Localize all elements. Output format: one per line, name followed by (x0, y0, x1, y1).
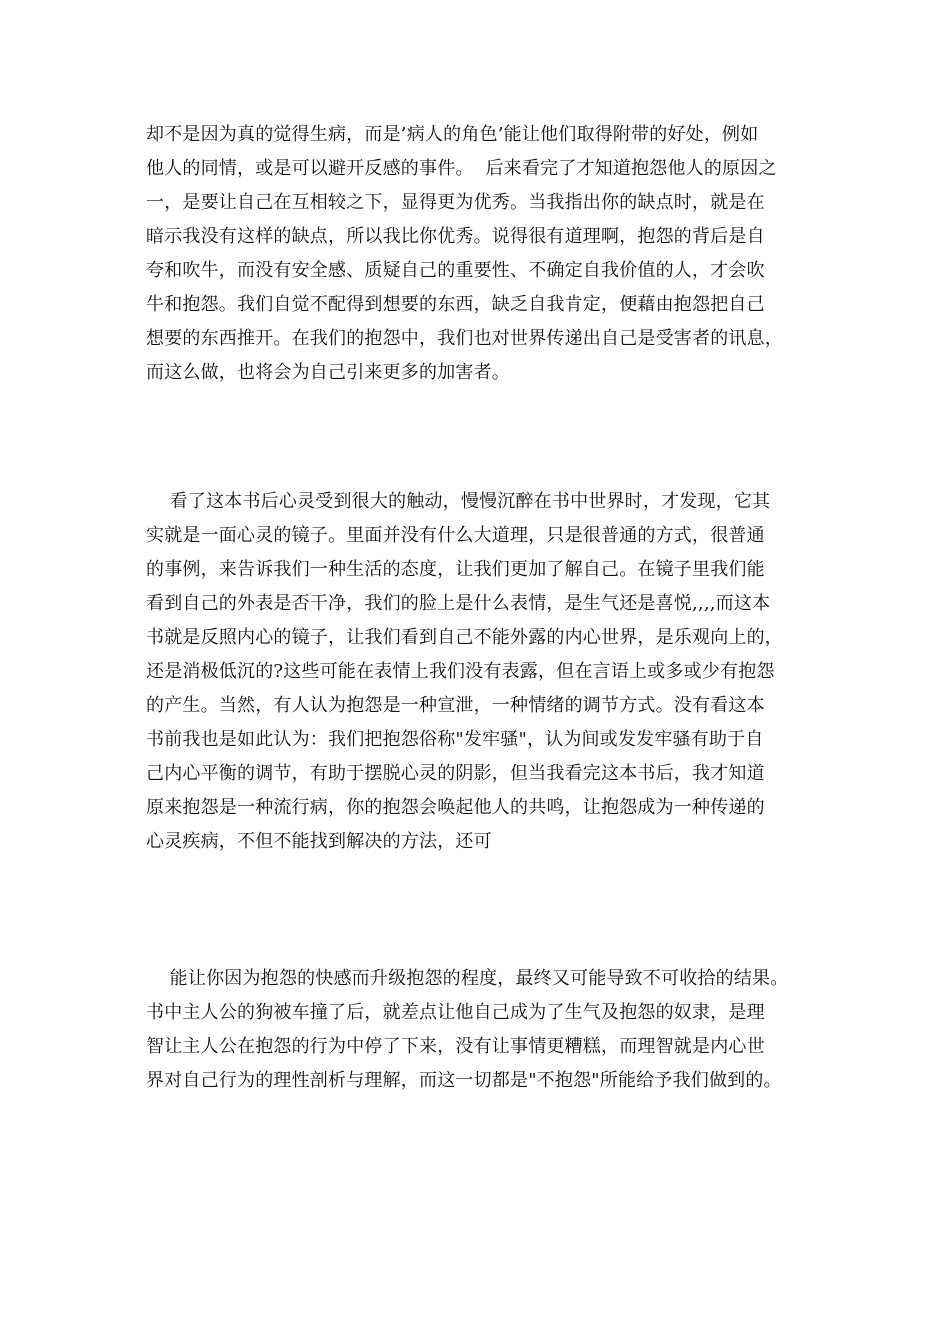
text-line: 想要的东西推开。在我们的抱怨中，我们也对世界传递出自己是受害者的讯息， (146, 328, 783, 349)
text-line: 看了这本书后心灵受到很大的触动，慢慢沉醉在书中世界时，才发现，它其 (146, 491, 771, 512)
paragraph-2 (146, 485, 783, 859)
text-line: 而这么做，也将会为自己引来更多的加害者。 (146, 362, 510, 383)
text-line: 牛和抱怨。我们自觉不配得到想要的东西，缺乏自我肯定，便藉由抱怨把自己 (146, 294, 765, 315)
text-line: 书前我也是如此认为：我们把抱怨俗称"发牢骚"，认为间或发发牢骚有助于自 (146, 729, 764, 750)
text-line: 己内心平衡的调节，有助于摆脱心灵的阴影，但当我看完这本书后，我才知道 (146, 763, 765, 784)
text-line: 智让主人公在抱怨的行为中停了下来，没有让事情更糟糕，而理智就是内心世 (146, 1036, 765, 1057)
text-line: 原来抱怨是一种流行病，你的抱怨会唤起他人的共鸣，让抱怨成为一种传递的 (146, 797, 765, 818)
text-line: 还是消极低沉的?这些可能在表情上我们没有表露，但在言语上或多或少有抱怨 (146, 661, 775, 682)
text-line: 暗示我没有这样的缺点，所以我比你优秀。说得很有道理啊，抱怨的背后是自 (146, 226, 765, 247)
paragraph-3 (146, 962, 788, 1098)
text-line: 界对自己行为的理性剖析与理解，而这一切都是"不抱怨"所能给予我们做到的。 (146, 1070, 782, 1091)
text-line: 实就是一面心灵的镜子。里面并没有什么大道理，只是很普通的方式，很普通 (146, 525, 765, 546)
text-line: 一，是要让自己在互相较之下，显得更为优秀。当我指出你的缺点时，就是在 (146, 192, 765, 213)
text-line: 的产生。当然，有人认为抱怨是一种宣泄，一种情绪的调节方式。没有看这本 (146, 695, 765, 716)
text-line: 他人的同情，或是可以避开反感的事件。 后来看完了才知道抱怨他人的原因之 (146, 158, 777, 179)
text-line: 书中主人公的狗被车撞了后，就差点让他自己成为了生气及抱怨的奴隶，是理 (146, 1002, 765, 1023)
text-line: 夸和吹牛，而没有安全感、质疑自己的重要性、不确定自我价值的人，才会吹 (146, 260, 765, 281)
text-line: 的事例，来告诉我们一种生活的态度，让我们更加了解自己。在镜子里我们能 (146, 559, 765, 580)
text-line: 看到自己的外表是否干净，我们的脸上是什么表情，是生气还是喜悦,,,,而这本 (146, 593, 771, 614)
text-line: 能让你因为抱怨的快感而升级抱怨的程度，最终又可能导致不可收拾的结果。 (146, 968, 789, 989)
text-line: 却不是因为真的觉得生病，而是’病人的角色’能让他们取得附带的好处，例如 (146, 124, 759, 145)
text-line: 书就是反照内心的镜子，让我们看到自己不能外露的内心世界，是乐观向上的， (146, 627, 783, 648)
paragraph-1 (146, 118, 783, 390)
text-line: 心灵疾病，不但不能找到解决的方法，还可 (146, 831, 492, 852)
